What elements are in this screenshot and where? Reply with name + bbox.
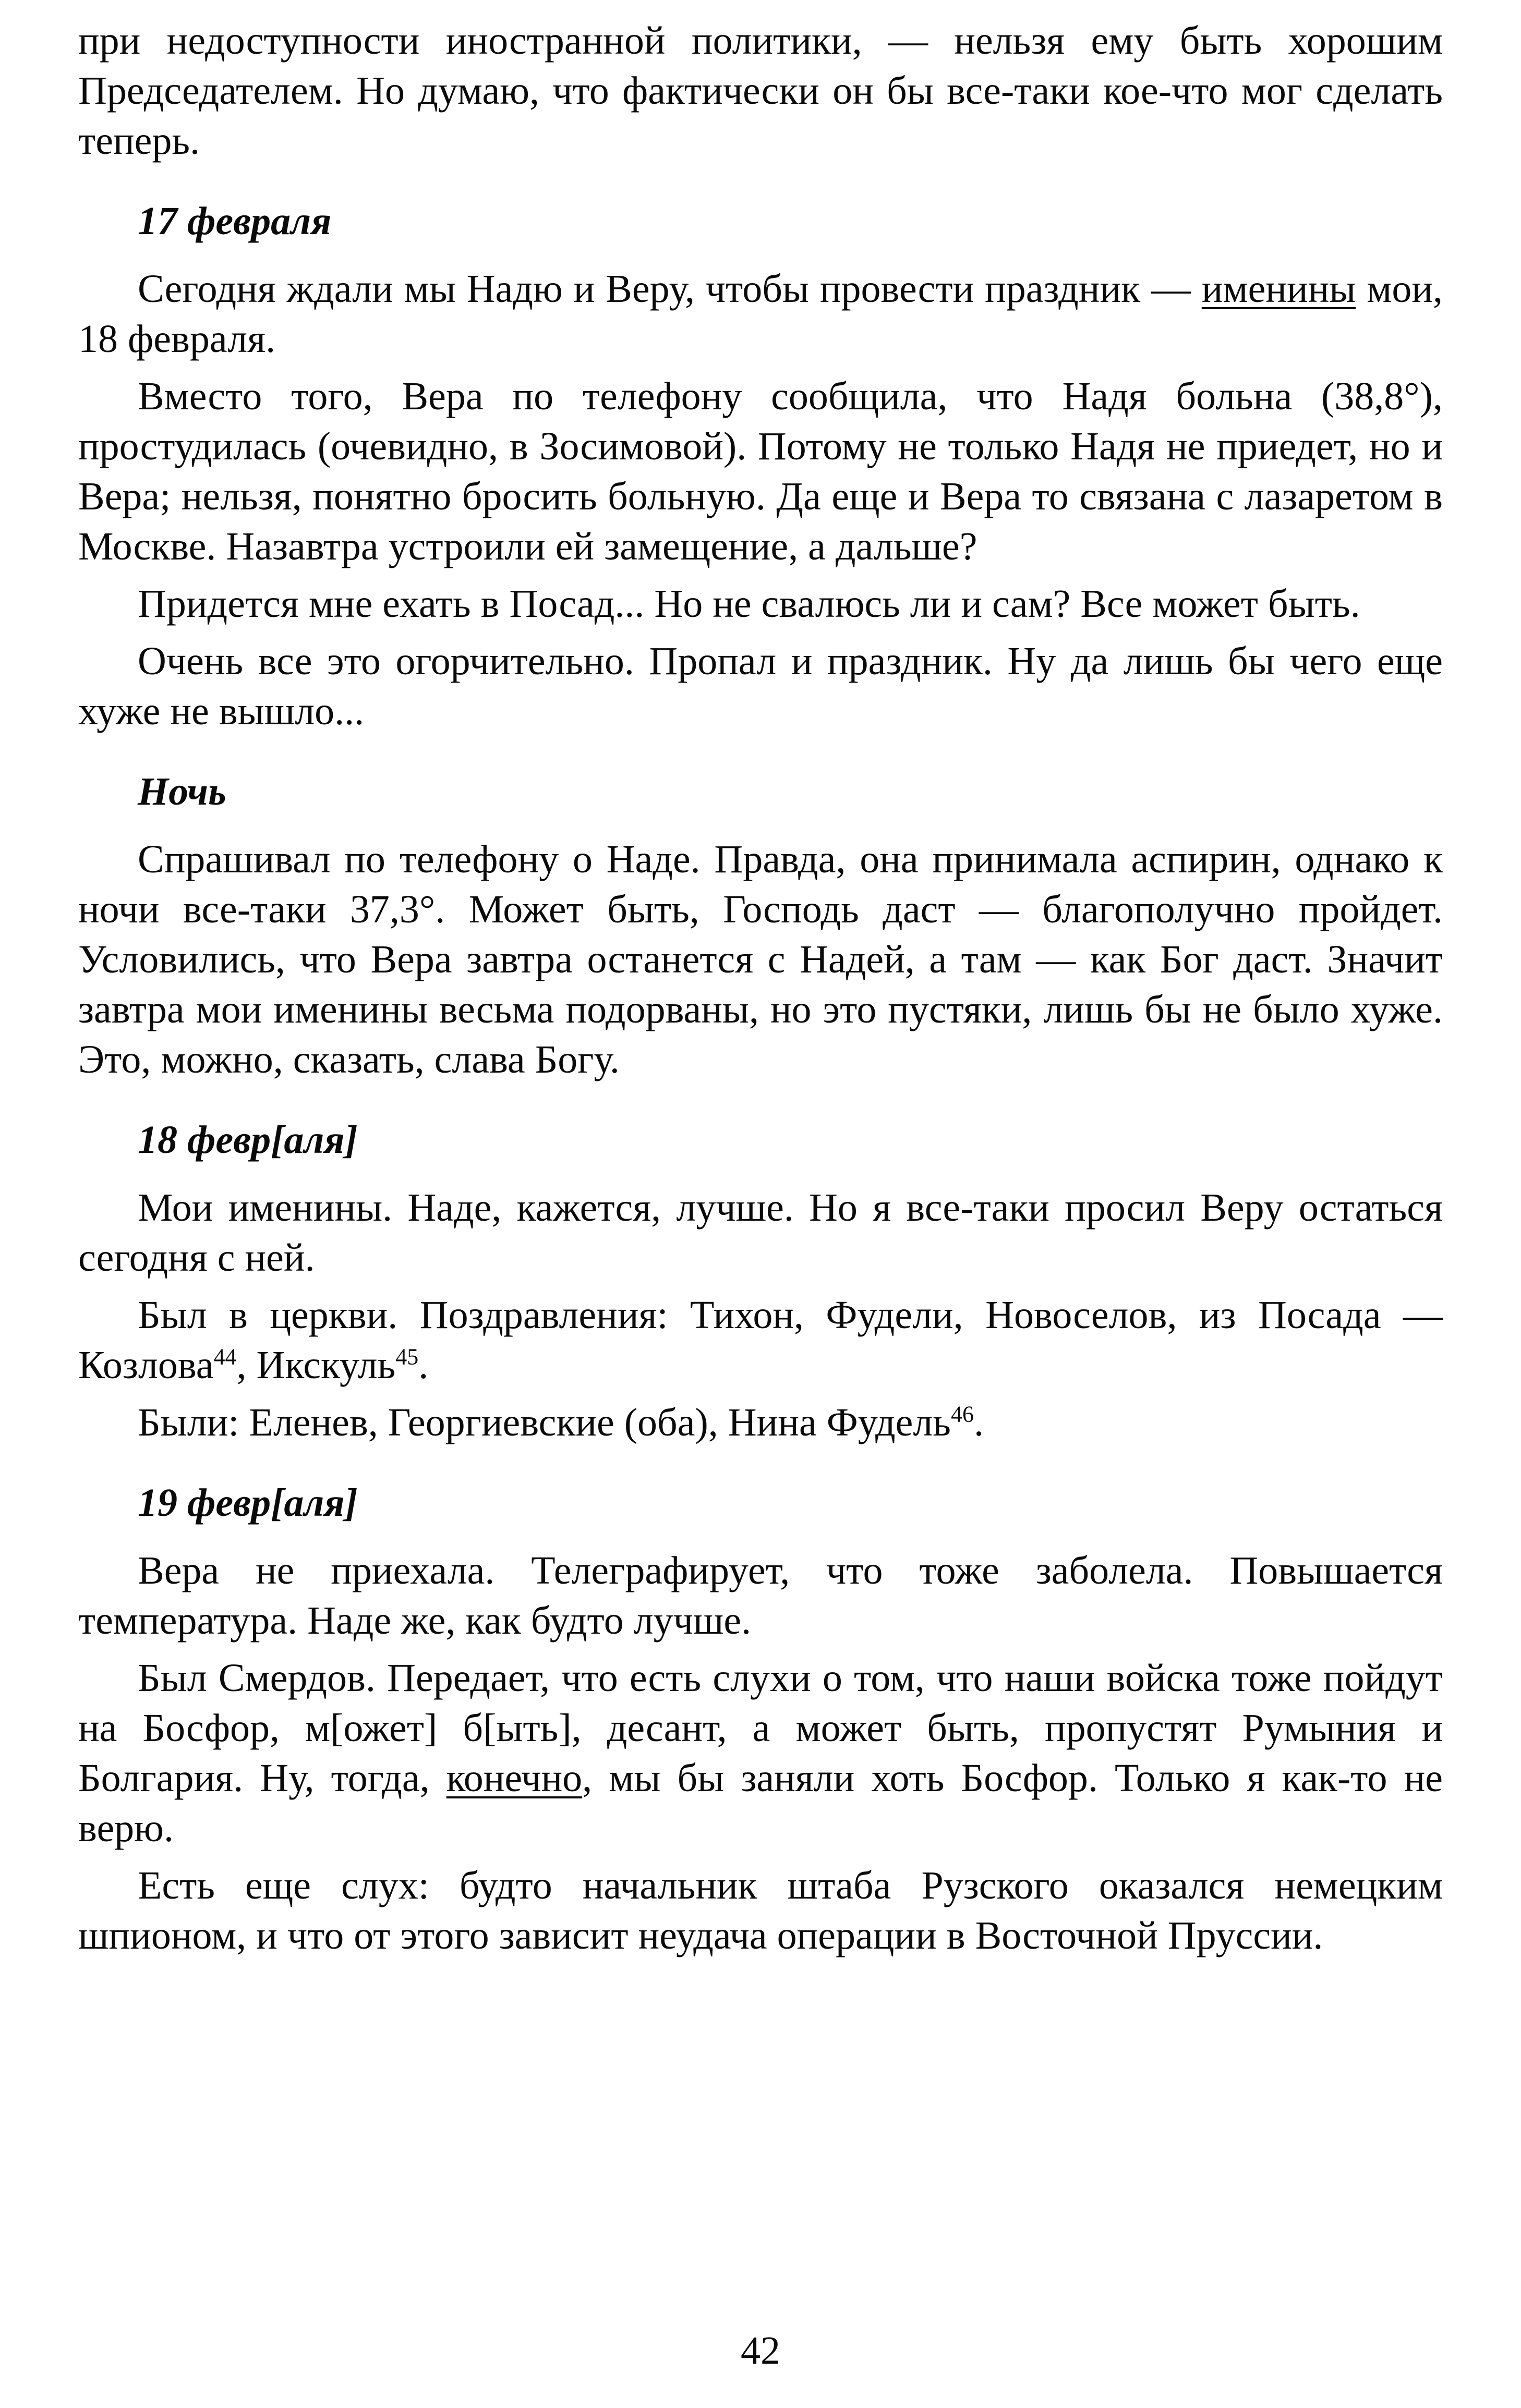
entry-date: 19 февр[аля] bbox=[138, 1481, 358, 1525]
paragraph: Придется мне ехать в Посад... Но не свалюсь ли и сам? Все может быть. bbox=[138, 582, 1360, 626]
paragraph: Есть еще слух: будто начальник штаба Рузского оказался немецким шпионом, и что от этого зависит неудача операции в Восточной Пруссии. bbox=[78, 1864, 1443, 1957]
entry-date: 18 февр[аля] bbox=[138, 1118, 358, 1162]
entry-date: Ночь bbox=[138, 770, 226, 813]
diary-entry-night bbox=[78, 767, 1443, 1085]
diary-entry-feb-18 bbox=[78, 1115, 1443, 1448]
paragraph-text: Был в церкви. Поздравления: Тихон, Фудели, Новоселов, из Посада — Козлова bbox=[78, 1293, 1443, 1387]
paragraph bbox=[78, 264, 1443, 364]
underlined-word: конечно bbox=[446, 1756, 583, 1800]
paragraph: Мои именины. Наде, кажется, лучше. Но я все-таки просил Веру остаться сегодня с ней. bbox=[78, 1186, 1443, 1280]
paragraph-text: Были: Еленев, Георгиевские (оба), Нина Фудель bbox=[138, 1401, 951, 1444]
paragraph-text: . bbox=[973, 1401, 984, 1444]
paragraph-text: , мы бы заняли хоть Босфор. Только я как-то не верю. bbox=[78, 1756, 1443, 1850]
continued-paragraph: при недоступности иностранной политики, — нельзя ему быть хорошим Председателем. Но думаю, что фактически он бы все-таки кое-что мог сделать теперь. bbox=[78, 19, 1443, 163]
paragraph bbox=[78, 1397, 1443, 1448]
footnote-ref-44[interactable]: 44 bbox=[213, 1344, 237, 1370]
page-number: 42 bbox=[741, 2329, 780, 2373]
paragraph bbox=[78, 1653, 1443, 1853]
entry-date: 17 февраля bbox=[138, 199, 332, 243]
paragraph-text: Был Смердов. Передает, что есть слухи о том, что наши войска тоже пойдут на Босфор, м[ожет] б[ыть], десант, а может быть, пропустят Румыния и Болгария. Ну, тогда, bbox=[78, 1656, 1443, 1800]
diary-entry-feb-17 bbox=[78, 196, 1443, 736]
paragraph: Очень все это огорчительно. Пропал и праздник. Ну да лишь бы чего еще хуже не вышло... bbox=[78, 639, 1443, 733]
paragraph-text: . bbox=[418, 1343, 429, 1387]
underlined-word: именины bbox=[1201, 267, 1356, 311]
paragraph: Вера не приехала. Телеграфирует, что тоже заболела. Повышается температура. Наде же, как будто лучше. bbox=[78, 1549, 1443, 1643]
paragraph: Спрашивал по телефону о Наде. Правда, она принимала аспирин, однако к ночи все-таки 37,3°. Может быть, Господь даст — благополучно пройдет. Условились, что Вера завтра останется с Надей, а там — как Бог даст. Значит завтра мои именины весьма подорваны, но это пустяки, лишь бы не было хуже. Это, можно, сказать, слава Богу. bbox=[78, 837, 1443, 1081]
book-page bbox=[78, 16, 1443, 2383]
paragraph: Вместо того, Вера по телефону сообщила, что Надя больна (38,8°), простудилась (очевидно, в Зосимовой). Потому не только Надя не приедет, но и Вера; нельзя, понятно бросить больную. Да еще и Вера то связана с лазаретом в Москве. Назавтра устроили ей замещение, а дальше? bbox=[78, 374, 1443, 568]
paragraph-text: мои, 18 февраля. bbox=[78, 267, 1443, 361]
paragraph-text: Сегодня ждали мы Надю и Веру, чтобы провести праздник — bbox=[138, 267, 1202, 311]
paragraph-text: , Икскуль bbox=[236, 1343, 396, 1387]
footnote-ref-46[interactable]: 46 bbox=[950, 1401, 974, 1427]
paragraph bbox=[78, 1290, 1443, 1390]
footnote-ref-45[interactable]: 45 bbox=[395, 1344, 419, 1370]
diary-entry-feb-19 bbox=[78, 1478, 1443, 1961]
